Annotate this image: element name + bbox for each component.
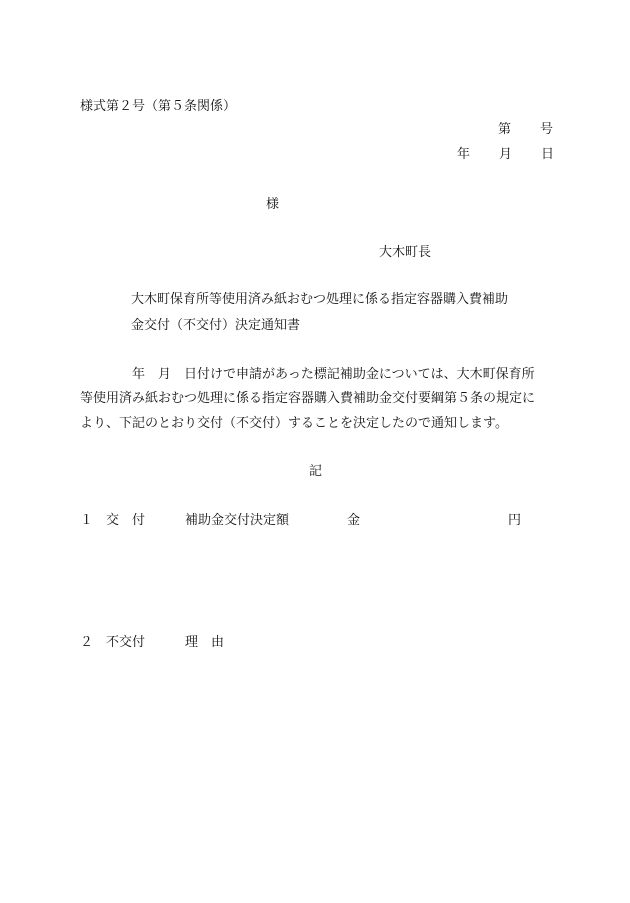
document-title-line-1: 大木町保育所等使用済み紙おむつ処理に係る指定容器購入費補助 <box>131 292 509 307</box>
ki-heading: 記 <box>309 464 323 479</box>
date-year: 年 <box>457 147 471 162</box>
form-label: 様式第２号（第５条関係） <box>80 99 237 114</box>
document-date <box>457 148 554 161</box>
body-line-2: 等使用済み紙おむつ処理に係る指定容器購入費補助金交付要綱第５条の規定に <box>80 391 536 406</box>
item-grant-number: １ <box>80 513 94 528</box>
item-grant-field: 補助金交付決定額 <box>185 513 290 528</box>
date-day: 日 <box>541 147 555 162</box>
date-month: 月 <box>499 147 513 162</box>
item-nongrant-field: 理 由 <box>185 635 225 650</box>
document-number-go: 号 <box>540 122 554 137</box>
item-grant-prefix: 金 <box>347 513 361 528</box>
document-title-line-2: 金交付（不交付）決定通知書 <box>131 318 301 333</box>
addressee-suffix: 様 <box>266 197 280 212</box>
document-number-dai: 第 <box>498 122 512 137</box>
item-nongrant-label: 不交付 <box>106 635 146 650</box>
body-line-3: より、下記のとおり交付（不交付）することを決定したので通知します。 <box>80 416 508 431</box>
item-nongrant-number: ２ <box>80 635 94 650</box>
item-grant-unit: 円 <box>508 513 522 528</box>
body-line-1: 年 月 日付けで申請があった標記補助金については、大木町保育所 <box>132 367 535 382</box>
item-grant-label: 交 付 <box>106 513 146 528</box>
document-number <box>498 123 553 136</box>
issuer-name: 大木町長 <box>379 245 432 260</box>
